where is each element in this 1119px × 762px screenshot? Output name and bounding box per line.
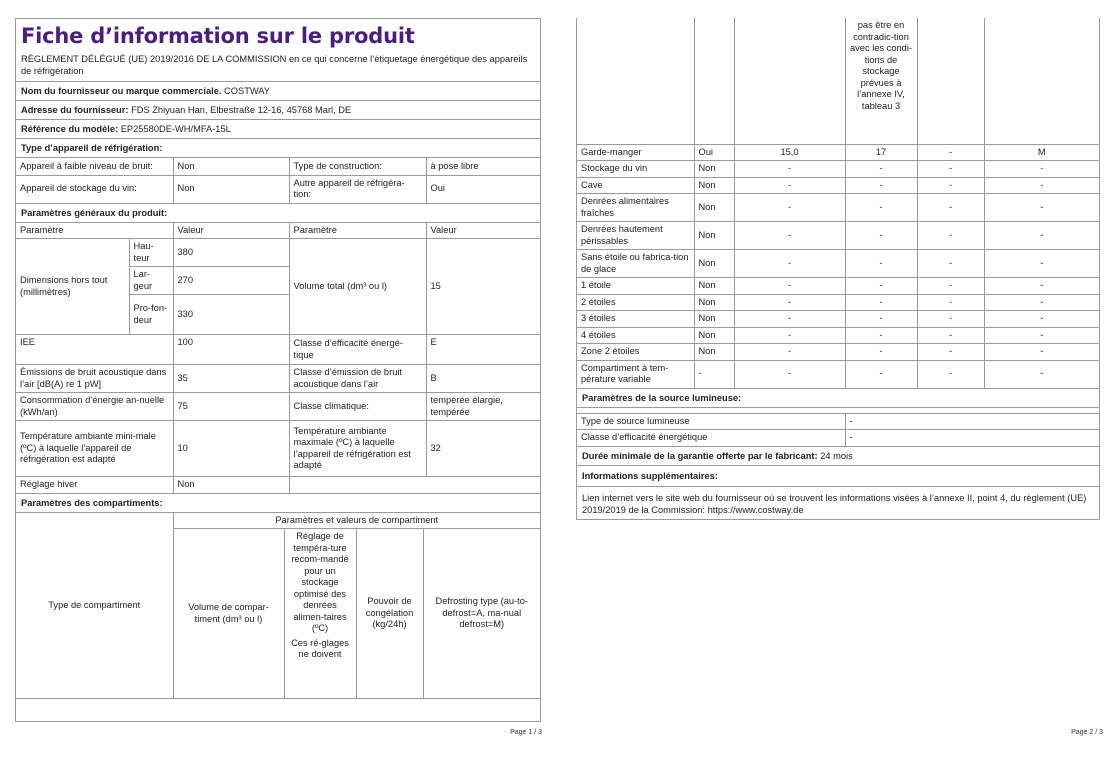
compartment-volume-header: Volume de compar-timent (dm³ ou l): [173, 529, 284, 699]
compartment-present-cell: Non: [694, 327, 734, 344]
param-column-header-2: Paramètre: [289, 223, 426, 239]
other-appliance-label: Autre appareil de réfrigéra-tion:: [289, 175, 426, 203]
compartment-volume-cell: -: [734, 161, 845, 178]
table-row: [16, 421, 540, 477]
compartment-volume-cell: -: [734, 222, 845, 250]
table-header-row: [16, 513, 540, 529]
compartment-row: [577, 311, 1099, 328]
compartment-defrost-cell: -: [984, 177, 1099, 194]
table-row: [577, 430, 1099, 447]
compartment-volume-cell: -: [734, 194, 845, 222]
light-type-label: Type de source lumineuse: [577, 414, 845, 430]
min-temp-label: Température ambiante mini-male (ºC) à laquelle l’appareil de réfrigération est adapté: [16, 421, 173, 477]
compartment-volume-cell: -: [734, 177, 845, 194]
compartment-row: [577, 250, 1099, 278]
compartment-defrost-cell: M: [984, 144, 1099, 161]
appliance-type-heading: Type d’appareil de réfrigération:: [16, 139, 540, 158]
compartments-header-table: [16, 513, 540, 700]
compartment-freeze-cell: -: [917, 177, 984, 194]
compartment-present-cell: Non: [694, 278, 734, 295]
compartment-freeze-cell: -: [917, 222, 984, 250]
noise-emissions-label: Émissions de bruit acoustique dans l’air [dB(A) re 1 pW]: [16, 365, 173, 393]
compartment-defrost-cell: -: [984, 194, 1099, 222]
compartment-name-cell: Compartiment à tem-pérature variable: [577, 360, 694, 388]
compartment-present-cell: Non: [694, 161, 734, 178]
compartment-temp-cell: -: [845, 278, 917, 295]
additional-info-text: Lien internet vers le site web du fournisseur où se trouvent les informations visées à l’annexe II, point 4, du règlement (UE) 2019/2019 de la Commission:: [582, 492, 1087, 515]
compartment-temp-cell: -: [845, 194, 917, 222]
compartment-volume-cell: -: [734, 344, 845, 361]
table-row: [16, 175, 540, 203]
compartment-freeze-cell: -: [917, 250, 984, 278]
light-source-heading: Paramètres de la source lumineuse:: [577, 389, 1099, 408]
compartment-present-cell: Oui: [694, 144, 734, 161]
model-value: EP25580DE-WH/MFA-15L: [120, 124, 231, 134]
compartment-volume-cell: -: [734, 360, 845, 388]
warranty-label: Durée minimale de la garantie offerte par le fabricant:: [582, 450, 818, 461]
general-parameters-table: [16, 223, 540, 494]
width-label: Lar-geur: [129, 267, 173, 295]
max-temp-value: 32: [426, 421, 540, 477]
table-row: [577, 414, 1099, 430]
compartment-name-cell: 4 étoiles: [577, 327, 694, 344]
appliance-type-table: [16, 158, 540, 204]
compartment-volume-cell: -: [734, 327, 845, 344]
compartment-defrost-cell: -: [984, 222, 1099, 250]
compartment-defrost-cell: -: [984, 344, 1099, 361]
compartment-volume-cell: 15,0: [734, 144, 845, 161]
compartment-name-cell: 3 étoiles: [577, 311, 694, 328]
compartment-name-cell: Denrées hautement périssables: [577, 222, 694, 250]
compartment-temp-cell: -: [845, 294, 917, 311]
table-row: [16, 365, 540, 393]
recommended-temp-note-continued: pas être en contradic-tion avec les condi-tions de stockage prévues à l’annexe IV, tableau 3: [845, 18, 917, 144]
height-label: Hau-teur: [129, 239, 173, 267]
depth-label: Pro-fon-deur: [129, 295, 173, 335]
compartment-row: [577, 144, 1099, 161]
compartment-name-cell: Sans étoile ou fabrica-tion de glace: [577, 250, 694, 278]
construction-value: à pose libre: [426, 158, 540, 175]
compartment-defrost-cell: -: [984, 294, 1099, 311]
min-temp-value: 10: [173, 421, 289, 477]
freezing-capacity-header: Pouvoir de congélation (kg/24h): [356, 529, 423, 699]
total-volume-label: Volume total (dm³ ou l): [289, 239, 426, 335]
table-row: [577, 18, 1099, 144]
efficiency-class-value: E: [426, 335, 540, 365]
compartments-heading: Paramètres des compartiments:: [16, 494, 540, 513]
product-sheet-page-2: [576, 18, 1100, 520]
compartment-volume-cell: -: [734, 294, 845, 311]
winter-setting-value: Non: [173, 477, 289, 494]
compartment-freeze-cell: -: [917, 344, 984, 361]
supplier-value: COSTWAY: [224, 86, 271, 96]
compartments-table: [577, 18, 1099, 389]
compartment-temp-cell: -: [845, 161, 917, 178]
additional-info-heading: Informations supplémentaires:: [577, 466, 1099, 487]
winter-setting-label: Réglage hiver: [16, 477, 173, 494]
compartment-temp-cell: -: [845, 327, 917, 344]
model-row: [16, 120, 540, 139]
compartment-freeze-cell: -: [917, 311, 984, 328]
compartment-freeze-cell: -: [917, 360, 984, 388]
empty-cell: [694, 18, 734, 144]
compartment-temp-cell: -: [845, 360, 917, 388]
construction-label: Type de construction:: [289, 158, 426, 175]
dimensions-label: Dimensions hors tout (millimètres): [16, 239, 129, 335]
compartment-row: [577, 194, 1099, 222]
empty-cell: [917, 18, 984, 144]
compartment-name-cell: Stockage du vin: [577, 161, 694, 178]
compartment-present-cell: Non: [694, 222, 734, 250]
empty-cell: [289, 477, 540, 494]
empty-cell: [984, 18, 1099, 144]
noise-class-value: B: [426, 365, 540, 393]
address-value: FDS Zhiyuan Han, Elbestraße 12-16, 45768 Marl, DE: [131, 105, 352, 115]
iee-value: 100: [173, 335, 289, 365]
compartment-temp-cell: -: [845, 344, 917, 361]
noise-emissions-value: 35: [173, 365, 289, 393]
compartment-name-cell: Cave: [577, 177, 694, 194]
compartment-temp-cell: 17: [845, 144, 917, 161]
table-row: [16, 335, 540, 365]
consumption-label: Consommation d’énergie an-nuelle (kWh/an): [16, 393, 173, 421]
value-column-header: Valeur: [173, 223, 289, 239]
product-sheet-page-1: [15, 18, 541, 722]
compartment-name-cell: Zone 2 étoiles: [577, 344, 694, 361]
compartment-name-cell: 1 étoile: [577, 278, 694, 295]
compartment-present-cell: -: [694, 360, 734, 388]
height-value: 380: [173, 239, 289, 267]
compartment-row: [577, 278, 1099, 295]
regulation-text: RÈGLEMENT DÉLÉGUÉ (UE) 2019/2016 DE LA COMMISSION en ce qui concerne l’étiquetage énergétique des appareils de réfrigération: [16, 49, 540, 82]
supplier-row: [16, 82, 540, 101]
compartment-row: [577, 294, 1099, 311]
compartment-name-cell: 2 étoiles: [577, 294, 694, 311]
compartment-rows: [577, 144, 1099, 388]
compartment-temp-cell: -: [845, 250, 917, 278]
compartment-defrost-cell: -: [984, 250, 1099, 278]
depth-value: 330: [173, 295, 289, 335]
compartment-present-cell: Non: [694, 294, 734, 311]
low-noise-value: Non: [173, 158, 289, 175]
table-header-row: [16, 223, 540, 239]
iee-label: IEE: [16, 335, 173, 365]
recommended-temp-header: [284, 529, 356, 699]
wine-label: Appareil de stockage du vin:: [16, 175, 173, 203]
total-volume-value: 15: [426, 239, 540, 335]
compartment-values-header: Paramètres et valeurs de compartiment: [173, 513, 540, 529]
compartment-present-cell: Non: [694, 311, 734, 328]
compartment-defrost-cell: -: [984, 278, 1099, 295]
value-column-header-2: Valeur: [426, 223, 540, 239]
compartment-row: [577, 360, 1099, 388]
compartment-freeze-cell: -: [917, 144, 984, 161]
warranty-row: [577, 447, 1099, 466]
empty-cell: [577, 18, 694, 144]
compartment-volume-cell: -: [734, 311, 845, 328]
defrost-type-header: Defrosting type (au-to-defrost=A, ma-nual defrost=M): [423, 529, 540, 699]
compartment-temp-cell: -: [845, 177, 917, 194]
climate-class-value: tempérée élargie, tempérée: [426, 393, 540, 421]
light-source-table: [577, 414, 1099, 447]
supplier-label: Nom du fournisseur ou marque commerciale.: [21, 86, 222, 96]
compartment-volume-cell: -: [734, 278, 845, 295]
empty-cell: [734, 18, 845, 144]
param-column-header: Paramètre: [16, 223, 173, 239]
compartment-temp-cell: -: [845, 222, 917, 250]
consumption-value: 75: [173, 393, 289, 421]
noise-class-label: Classe d’émission de bruit acoustique dans l’air: [289, 365, 426, 393]
wine-value: Non: [173, 175, 289, 203]
document-title: Fiche d’information sur le produit: [21, 24, 415, 48]
compartment-present-cell: Non: [694, 344, 734, 361]
width-value: 270: [173, 267, 289, 295]
compartment-freeze-cell: -: [917, 294, 984, 311]
compartment-defrost-cell: -: [984, 311, 1099, 328]
climate-class-label: Classe climatique:: [289, 393, 426, 421]
model-label: Référence du modèle:: [21, 124, 119, 134]
page-number: Page 1 / 3: [510, 729, 542, 736]
other-appliance-value: Oui: [426, 175, 540, 203]
page-2: [560, 0, 1119, 762]
max-temp-label: Température ambiante maximale (ºC) à laquelle l’appareil de réfrigération est adapté: [289, 421, 426, 477]
light-class-label: Classe d’efficacité énergétique: [577, 430, 845, 447]
address-label: Adresse du fournisseur:: [21, 105, 129, 115]
compartment-temp-cell: -: [845, 311, 917, 328]
table-row: [16, 393, 540, 421]
compartment-freeze-cell: -: [917, 327, 984, 344]
table-row: [16, 158, 540, 175]
page-number: Page 2 / 3: [1071, 729, 1103, 736]
compartment-name-cell: Garde-manger: [577, 144, 694, 161]
compartment-defrost-cell: -: [984, 161, 1099, 178]
compartment-freeze-cell: -: [917, 161, 984, 178]
recommended-temp-text: Réglage de tempéra-ture recom-mandé pour un stockage optimisé des denrées alimen-taires (ºC): [291, 531, 349, 633]
table-row: [16, 239, 540, 267]
supplier-website-link[interactable]: https://www.costway.de: [707, 504, 804, 515]
compartment-present-cell: Non: [694, 250, 734, 278]
compartment-freeze-cell: -: [917, 278, 984, 295]
compartment-present-cell: Non: [694, 194, 734, 222]
efficiency-class-label: Classe d’efficacité énergé-tique: [289, 335, 426, 365]
compartment-defrost-cell: -: [984, 360, 1099, 388]
compartment-row: [577, 344, 1099, 361]
address-row: [16, 101, 540, 120]
table-row: [16, 477, 540, 494]
compartment-row: [577, 177, 1099, 194]
compartment-type-header: Type de compartiment: [16, 513, 173, 699]
additional-info-row: [577, 487, 1099, 519]
light-type-value: -: [845, 414, 1099, 430]
compartment-volume-cell: -: [734, 250, 845, 278]
compartment-row: [577, 222, 1099, 250]
compartment-freeze-cell: -: [917, 194, 984, 222]
general-parameters-heading: Paramètres généraux du produit:: [16, 204, 540, 223]
recommended-temp-note: Ces ré-glages ne doivent: [291, 637, 349, 659]
compartment-defrost-cell: -: [984, 327, 1099, 344]
compartment-present-cell: Non: [694, 177, 734, 194]
light-class-value: -: [845, 430, 1099, 447]
low-noise-label: Appareil à faible niveau de bruit:: [16, 158, 173, 175]
compartment-row: [577, 161, 1099, 178]
compartment-name-cell: Denrées alimentaires fraîches: [577, 194, 694, 222]
warranty-value: 24 mois: [820, 450, 853, 461]
compartment-row: [577, 327, 1099, 344]
